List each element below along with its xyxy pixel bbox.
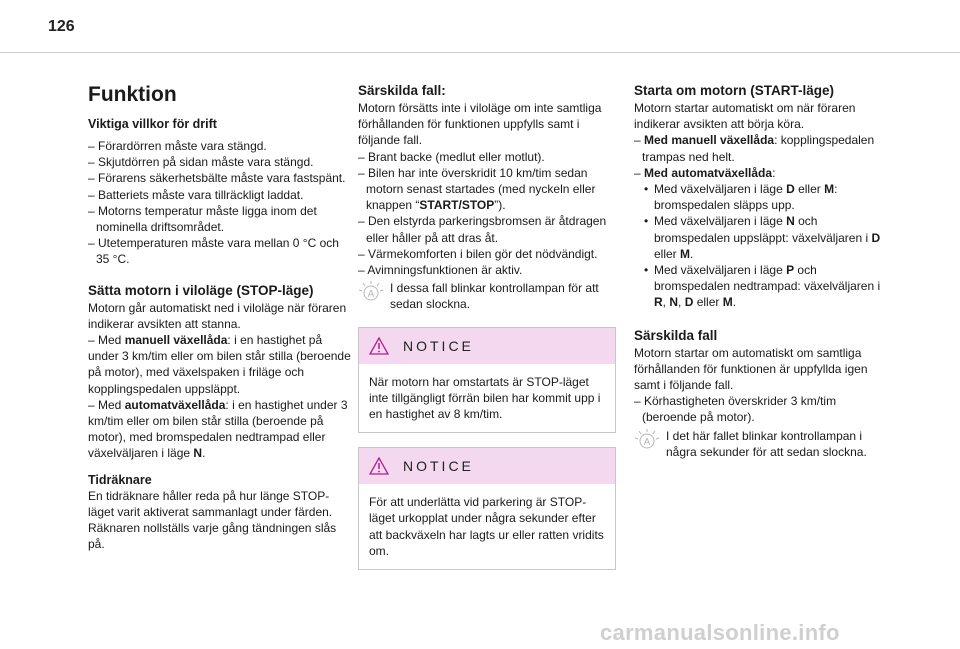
stop-mode-auto: – Med automatväxellåda: i en hastighet under 3 km/tim eller om bilen står stilla (beroende på motor), med bromspedalen nedtrampad eller växelväljaren i läge N.	[88, 397, 348, 461]
restart-manual: – Med manuell växellåda: kopplingspedalen trampas ned helt.	[634, 133, 875, 164]
special-cases-heading: Särskilda fall:	[358, 83, 446, 98]
indicator-note	[634, 428, 884, 460]
warning-triangle-icon	[369, 337, 389, 355]
list-item: – Motorns temperatur måste ligga inom det nominella driftsområdet.	[88, 203, 317, 235]
header-divider	[0, 52, 960, 53]
page-number: 126	[48, 18, 75, 35]
restart-special-heading: Särskilda fall	[634, 327, 718, 343]
indicator-note-text: I dessa fall blinkar kontrollampan för att sedan slockna.	[390, 281, 599, 312]
restart-intro: Motorn startar automatiskt om när föraren indikerar avsikten att börja köra.	[634, 101, 856, 132]
column-3	[634, 82, 884, 460]
column-2	[358, 82, 618, 570]
stop-start-warning-lamp-icon	[358, 280, 384, 302]
notice-box	[358, 447, 616, 570]
list-item: – Förardörren måste vara stängd.	[88, 139, 267, 153]
special-cases-intro: Motorn försätts inte i viloläge om inte samtliga förhållanden för funktionen uppfylls samt i följande fall.	[358, 101, 602, 148]
sub-list-item: • Med växelväljaren i läge P och bromspedalen nedtrampad: växelväljaren i R, N, D eller M.	[644, 263, 881, 310]
watermark: carmanualsonline.info	[600, 620, 840, 645]
notice-title: NOTICE	[403, 458, 474, 475]
sub-list-item: • Med växelväljaren i läge D eller M: bromspedalen släpps upp.	[644, 182, 838, 213]
notice-box	[358, 327, 616, 434]
list-item: – Bilen har inte överskridit 10 km/tim sedan motorn senast startades (med nyckeln eller knappen “START/STOP”).	[358, 165, 596, 213]
svg-text:A: A	[367, 289, 375, 301]
notice-body: När motorn har omstartats är STOP-läget inte tillgängligt förrän bilen har kommit upp i en hastighet av 8 km/tim.	[369, 374, 601, 422]
list-item: – Brant backe (medlut eller motlut).	[358, 149, 545, 164]
stop-mode-heading: Sätta motorn i viloläge (STOP-läge)	[88, 282, 314, 298]
restart-auto: – Med automatväxellåda:	[634, 165, 776, 180]
warning-triangle-icon	[369, 457, 389, 475]
list-item: – Avimningsfunktionen är aktiv.	[358, 263, 523, 278]
operating-conditions-list	[88, 138, 353, 268]
indicator-note	[358, 280, 618, 312]
column-1	[88, 82, 353, 552]
indicator-note-text: I det här fallet blinkar kontrollampan i några sekunder för att sedan slockna.	[666, 428, 867, 459]
notice-header	[359, 328, 615, 364]
notice-title: NOTICE	[403, 337, 474, 354]
list-item: – Körhastigheten överskrider 3 km/tim (beroende på motor).	[634, 394, 837, 425]
list-item: – Värmekomforten i bilen gör det nödvändigt.	[358, 246, 598, 261]
section-title: Funktion	[88, 83, 177, 106]
list-item: – Utetemperaturen måste vara mellan 0 °C och 35 °C.	[88, 236, 339, 267]
sub-list-item: • Med växelväljaren i läge N och bromspedalen uppsläppt: växelväljaren i D eller M.	[644, 214, 881, 261]
restart-special-intro: Motorn startar om automatiskt om samtliga förhållanden för funktionen är uppfyllda igen samt i följande fall.	[634, 345, 868, 393]
list-item: – Den elstyrda parkeringsbromsen är åtdragen eller håller på att dras åt.	[358, 214, 607, 245]
list-item: – Förarens säkerhetsbälte måste vara fastspänt.	[88, 171, 346, 186]
stop-mode-intro: Motorn går automatiskt ned i viloläge när föraren indikerar avsikten att stanna.	[88, 300, 347, 331]
notice-header	[359, 448, 615, 484]
stop-mode-manual: – Med manuell växellåda: i en hastighet på under 3 km/tim eller om bilen står stilla (beroende på motor), med växelspaken i friläge och kopplingspedalen uppsläppt.	[88, 333, 351, 396]
timer-text: En tidräknare håller reda på hur länge STOP-läget varit aktiverat sammanlagt under färden. Räknaren nollställs varje gång tändningen slås på.	[88, 488, 337, 552]
list-item: – Skjutdörren på sidan måste vara stängd.	[88, 155, 314, 170]
timer-heading: Tidräknare	[88, 472, 152, 487]
notice-body: För att underlätta vid parkering är STOP-läget urkopplat under några sekunder efter att backväxeln har lagts ur eller ratten vridits om.	[369, 495, 604, 558]
svg-text:A: A	[643, 436, 651, 448]
stop-start-warning-lamp-icon	[634, 428, 660, 450]
list-item: – Batteriets måste vara tillräckligt laddat.	[88, 187, 304, 202]
operating-conditions-heading: Viktiga villkor för drift	[88, 117, 217, 131]
restart-heading: Starta om motorn (START-läge)	[634, 83, 835, 98]
